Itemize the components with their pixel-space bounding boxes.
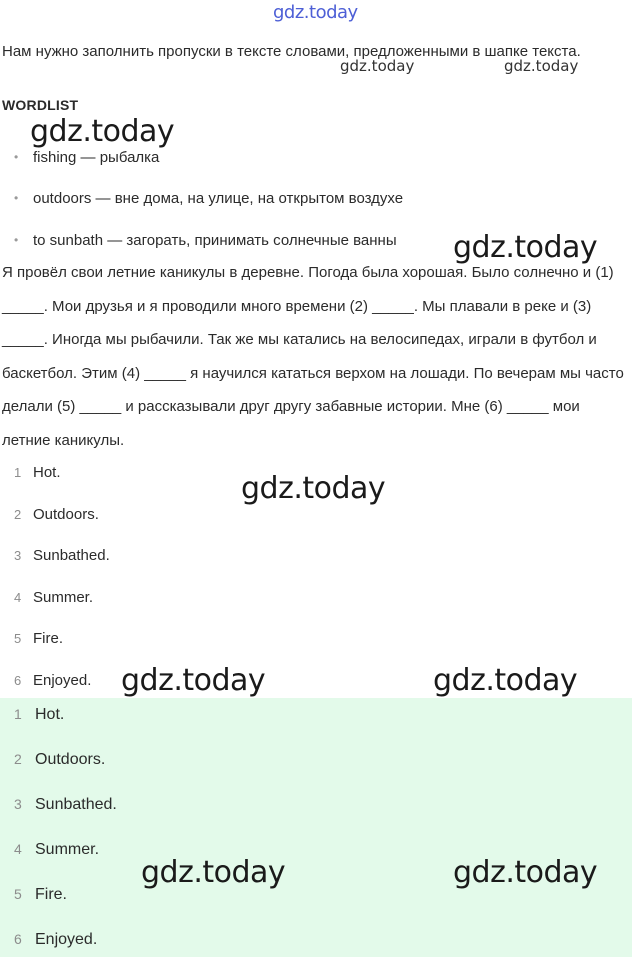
- watermark: gdz.today: [121, 663, 266, 698]
- watermark: gdz.today: [453, 855, 598, 890]
- watermark: gdz.today: [504, 57, 579, 75]
- top-watermark: gdz.today: [273, 2, 358, 23]
- wordlist-item: • fishing — рыбалка: [14, 149, 160, 166]
- watermark: gdz.today: [30, 114, 175, 149]
- answer-item: 6 Enjoyed.: [14, 672, 92, 689]
- watermark: gdz.today: [141, 855, 286, 890]
- watermark: gdz.today: [241, 471, 386, 506]
- answer-item: 3 Sunbathed.: [14, 547, 110, 564]
- bullet-icon: •: [14, 233, 19, 247]
- highlighted-answer-item: 1 Hot.: [14, 706, 65, 723]
- highlighted-answer-item: 5 Fire.: [14, 886, 67, 903]
- intro-text: Нам нужно заполнить пропуски в тексте словами, предложенными в шапке текста.: [2, 43, 581, 60]
- story-text: Я провёл свои летние каникулы в деревне. Погода была хорошая. Было солнечно и (1) _____. Мои друзья и я проводили много времени (2) _____. Мы плавали в реке и (3) _____. Иногда мы рыбачили. Так же мы катались на велосипедах, играли в футбол и баскетбол. Этим (4) _____ я научился кататься верхом на лошади. По вечерам мы часто делали (5) _____ и рассказывали друг другу забавные истории. Мне (6) _____ мои летние каникулы.: [2, 264, 624, 449]
- answer-item: 2 Outdoors.: [14, 506, 99, 523]
- answer-item: 1 Hot.: [14, 464, 61, 481]
- highlighted-answer-item: 3 Sunbathed.: [14, 796, 117, 813]
- bullet-icon: •: [14, 191, 19, 205]
- wordlist-item: • outdoors — вне дома, на улице, на открытом воздухе: [14, 190, 404, 207]
- highlighted-answer-item: 2 Outdoors.: [14, 751, 106, 768]
- watermark: gdz.today: [453, 230, 598, 265]
- bullet-icon: •: [14, 150, 19, 164]
- highlighted-answer-item: 6 Enjoyed.: [14, 931, 98, 948]
- wordlist-title: WORDLIST: [2, 97, 79, 113]
- wordlist-item: • to sunbath — загорать, принимать солнечные ванны: [14, 232, 397, 249]
- answer-item: 5 Fire.: [14, 630, 63, 647]
- watermark: gdz.today: [433, 663, 578, 698]
- highlighted-answer-item: 4 Summer.: [14, 841, 100, 858]
- highlighted-answers-box: [0, 698, 632, 957]
- answer-item: 4 Summer.: [14, 589, 94, 606]
- watermark: gdz.today: [340, 57, 415, 75]
